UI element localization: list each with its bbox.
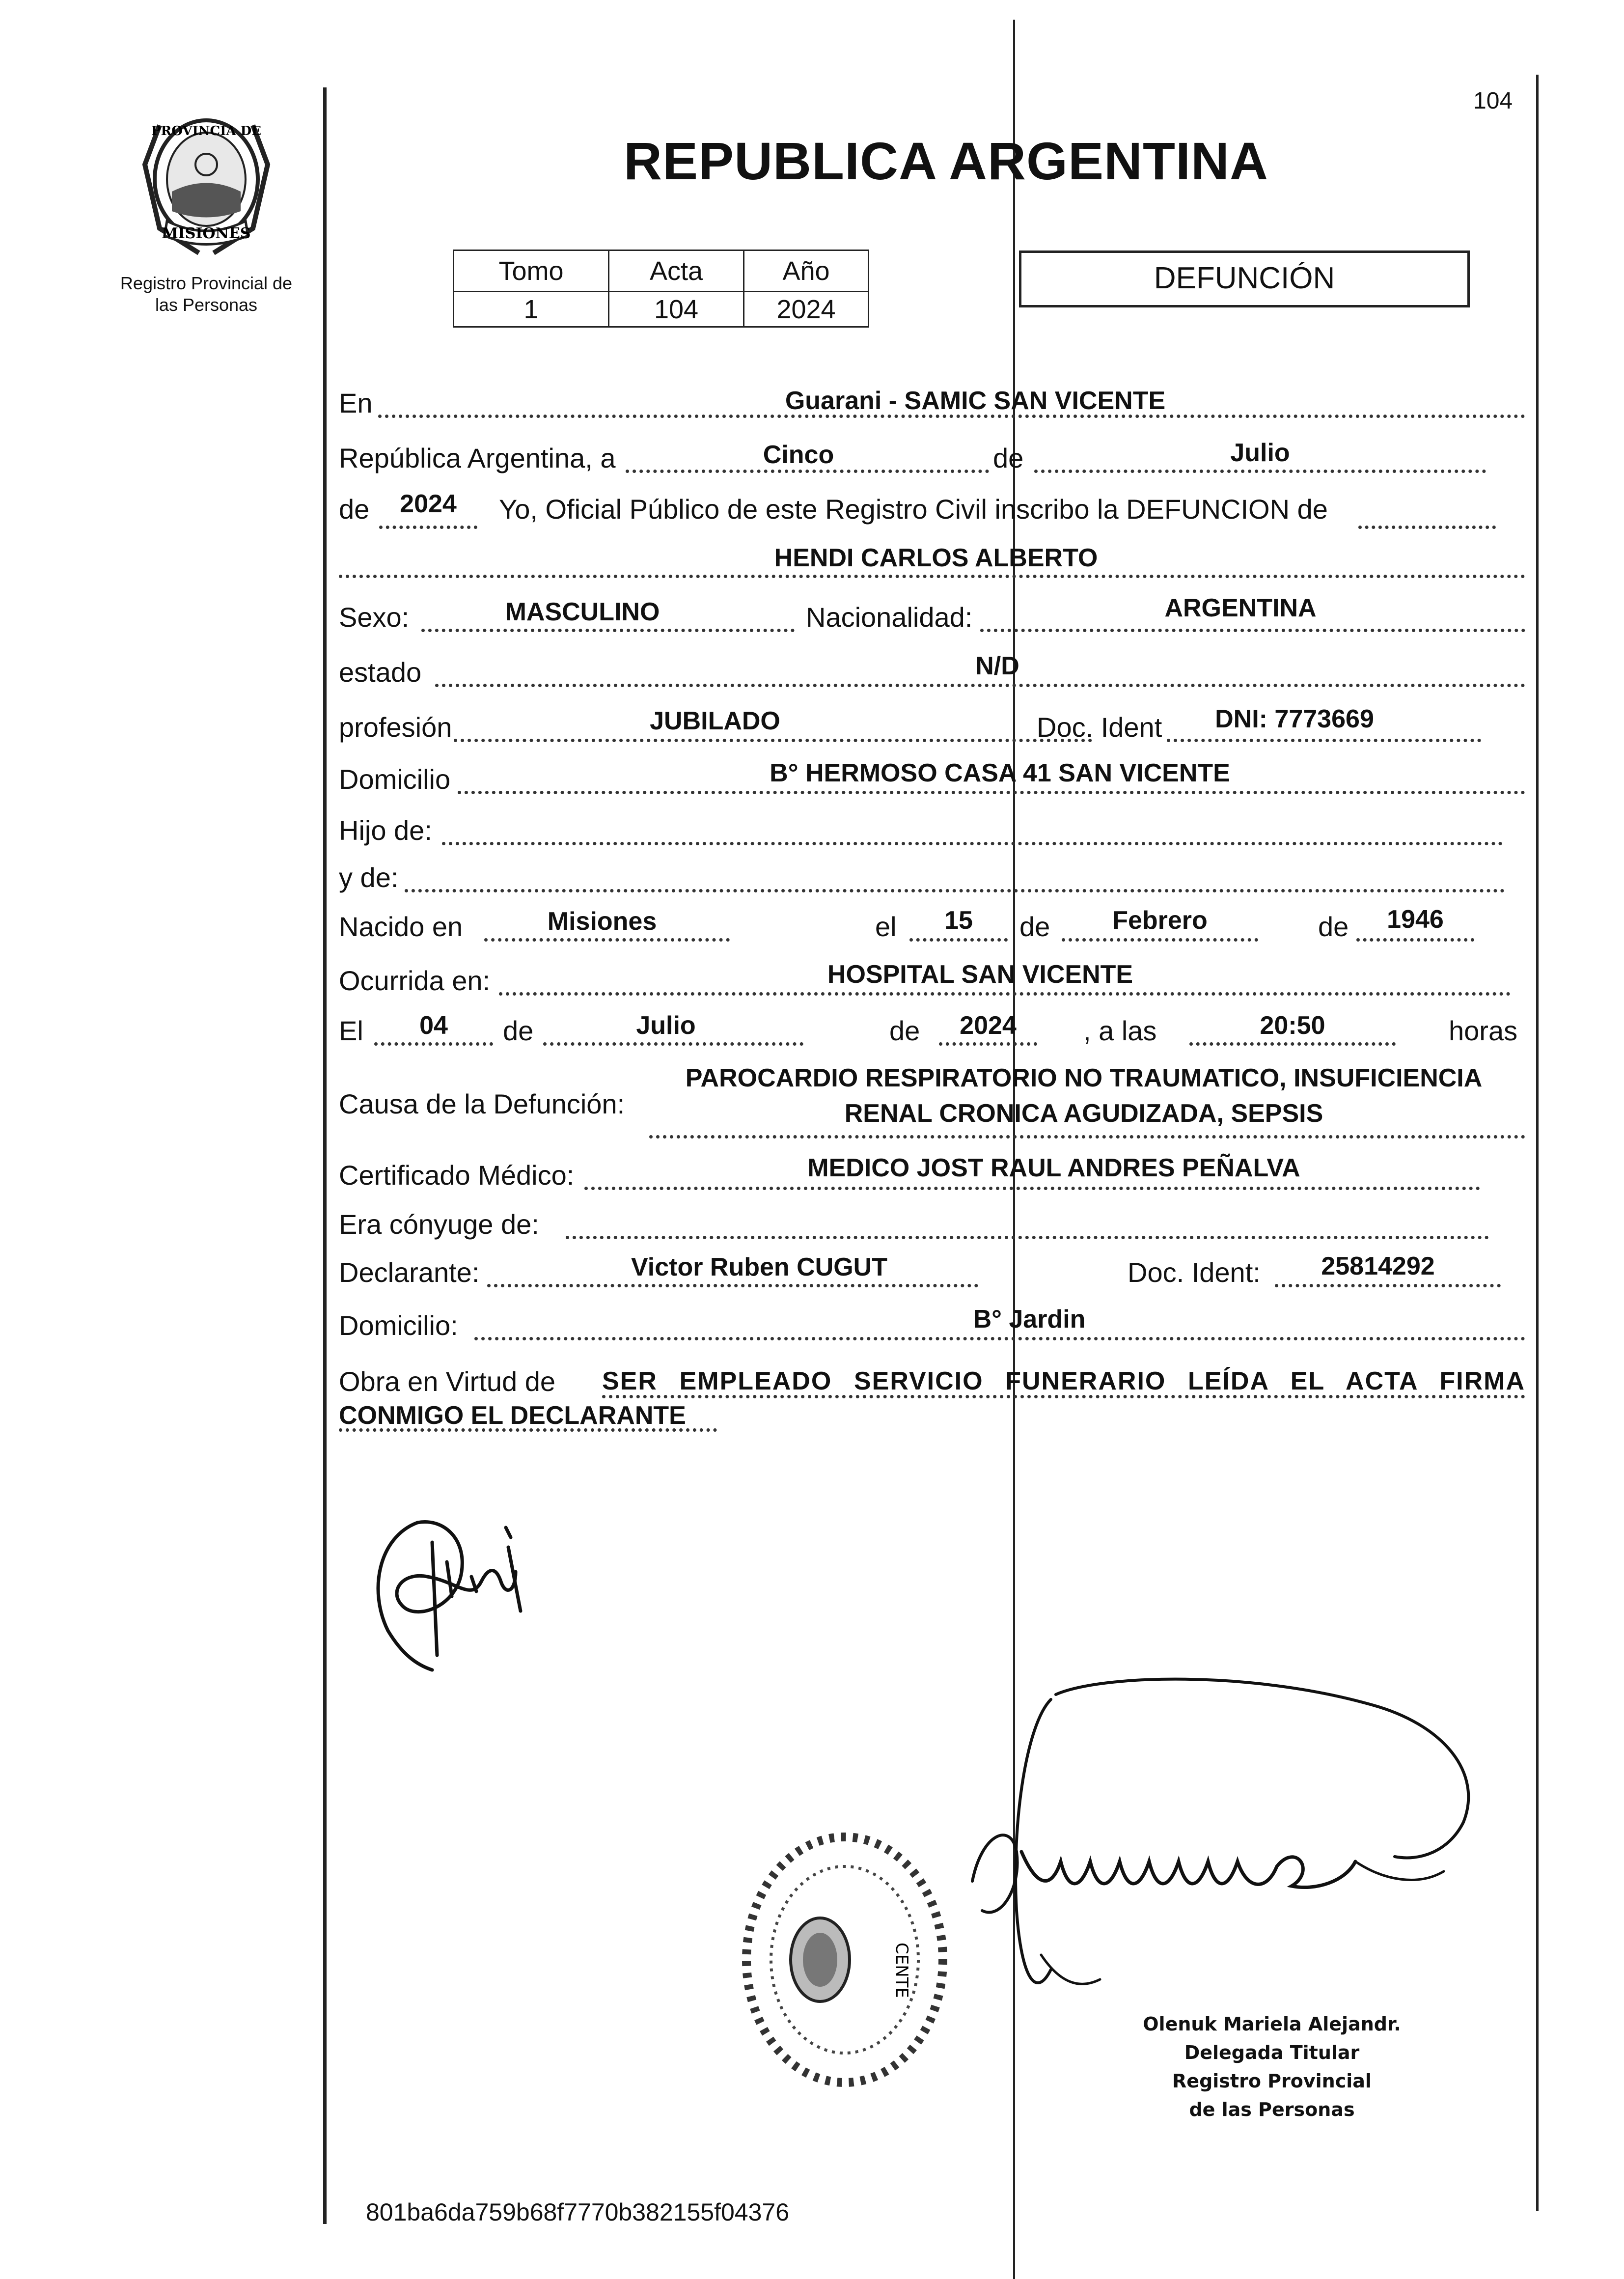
- anio-value: 2024: [744, 292, 869, 327]
- decl-dom-dotted-line: [474, 1337, 1525, 1340]
- tomo-value: 1: [454, 292, 609, 327]
- decl-doc-dotted-line: [1275, 1284, 1501, 1287]
- fall-mes-value: Julio: [636, 1011, 696, 1040]
- inscribo-dotted-line: [1358, 526, 1496, 529]
- official-signature: [953, 1675, 1483, 2019]
- emblem-caption-line1: Registro Provincial de: [120, 273, 293, 293]
- declarante-label: Declarante:: [339, 1257, 480, 1288]
- official-seal: [727, 1812, 963, 2107]
- tomo-header: Tomo: [454, 250, 609, 292]
- hijo-label: Hijo de:: [339, 815, 432, 846]
- el-label: el: [875, 911, 897, 942]
- decl-doc-value: 25814292: [1321, 1252, 1435, 1280]
- province-emblem: [125, 106, 287, 258]
- row-decl-domicilio: [337, 1305, 1525, 1343]
- declarante-value: Victor Ruben CUGUT: [631, 1253, 887, 1281]
- obra-dotted-line2: [339, 1428, 717, 1432]
- anio-inscripcion-value: 2024: [400, 490, 457, 518]
- official-stamp-line4: de las Personas: [1189, 2099, 1355, 2120]
- hijo-dotted-line: [442, 842, 1503, 845]
- nombre-dotted-line: [339, 575, 1525, 578]
- nac-mes-dotted-line: [1062, 938, 1258, 942]
- decl-dom-value: B° Jardin: [973, 1305, 1086, 1334]
- causa-dotted-line: [649, 1135, 1525, 1139]
- sexo-label: Sexo:: [339, 602, 410, 633]
- republica-label: República Argentina, a: [339, 443, 616, 473]
- profesion-value: JUBILADO: [650, 707, 780, 735]
- fall-de-label: de: [503, 1015, 534, 1046]
- causa-line1: PAROCARDIO RESPIRATORIO NO TRAUMATICO, INSUFICIENCIA: [685, 1064, 1483, 1092]
- anio-dotted-line: [379, 526, 477, 529]
- profesion-label: profesión: [339, 712, 452, 743]
- fall-mes-dotted-line: [543, 1042, 803, 1046]
- doc-value: DNI: 7773669: [1215, 705, 1374, 733]
- obra-dotted-line1: [602, 1395, 1525, 1398]
- yde-dotted-line: [405, 889, 1505, 892]
- obra-value-line2: CONMIGO EL DECLARANTE: [339, 1401, 686, 1430]
- official-stamp-line2: Delegada Titular: [1184, 2042, 1360, 2063]
- fall-anio-value: 2024: [960, 1011, 1017, 1040]
- page-title: REPUBLICA ARGENTINA: [624, 131, 1268, 191]
- causa-line2: RENAL CRONICA AGUDIZADA, SEPSIS: [844, 1099, 1323, 1128]
- fall-dia-value: 04: [419, 1011, 448, 1040]
- row-profesion: [337, 705, 1525, 745]
- row-domicilio: [337, 759, 1525, 797]
- act-reference-table: [453, 250, 869, 328]
- row-sexo: [337, 594, 1525, 635]
- causa-label: Causa de la Defunción:: [339, 1088, 625, 1119]
- doc-label: Doc. Ident: [1037, 712, 1162, 743]
- nac-mes-value: Febrero: [1112, 906, 1208, 935]
- row-inscripcion: [337, 492, 1525, 527]
- misiones-coat-of-arms-icon: [125, 106, 287, 258]
- emblem-caption-line2: las Personas: [155, 295, 258, 315]
- decl-dom-label: Domicilio:: [339, 1310, 458, 1341]
- nac-anio-dotted-line: [1356, 938, 1474, 942]
- en-value: Guarani - SAMIC SAN VICENTE: [785, 387, 1166, 415]
- obra-label: Obra en Virtud de: [339, 1366, 556, 1397]
- nac-anio-value: 1946: [1387, 905, 1444, 934]
- row-lugar: [337, 386, 1525, 420]
- sexo-value: MASCULINO: [505, 598, 660, 626]
- nacido-value: Misiones: [547, 907, 657, 936]
- nac-dia-dotted-line: [909, 938, 1008, 942]
- row-obra: [337, 1364, 1525, 1438]
- document-hash: 801ba6da759b68f7770b382155f04376: [366, 2198, 790, 2226]
- nac-dia-value: 15: [944, 906, 973, 935]
- acta-header: Acta: [609, 250, 744, 292]
- emblem-caption: [93, 273, 319, 316]
- official-stamp-line3: Registro Provincial: [1172, 2070, 1372, 2092]
- yde-label: y de:: [339, 862, 399, 893]
- row-ocurrida: [337, 960, 1525, 998]
- ocurrida-value: HOSPITAL SAN VICENTE: [827, 960, 1133, 989]
- certificado-value: MEDICO JOST RAUL ANDRES PEÑALVA: [807, 1154, 1300, 1182]
- official-name-stamp: [1125, 2010, 1419, 2124]
- estado-value: N/D: [975, 652, 1019, 680]
- row-estado: [337, 652, 1525, 690]
- emblem-band-text: MISIONES: [162, 225, 251, 242]
- row-declarante: [337, 1252, 1525, 1290]
- domicilio-dotted-line: [458, 791, 1525, 794]
- nacionalidad-value: ARGENTINA: [1164, 594, 1317, 622]
- ocurrida-dotted-line: [499, 992, 1511, 996]
- nacido-label: Nacido en: [339, 911, 463, 942]
- declarante-dotted-line: [487, 1284, 978, 1287]
- de2-label: de: [339, 494, 370, 525]
- official-stamp-line1: Olenuk Mariela Alejandr.: [1143, 2013, 1401, 2035]
- mes-dotted-line: [1034, 470, 1486, 473]
- decl-doc-label: Doc. Ident:: [1128, 1257, 1261, 1288]
- nacionalidad-dotted-line: [980, 629, 1525, 632]
- en-label: En: [339, 388, 373, 418]
- nac-de-label: de: [1019, 911, 1050, 942]
- inscribo-text: Yo, Oficial Público de este Registro Civil inscribo la DEFUNCION de: [499, 494, 1328, 525]
- fall-de2-label: de: [889, 1015, 920, 1046]
- row-nombre: [337, 544, 1525, 579]
- row-fecha: [337, 441, 1525, 475]
- act-kind-box: DEFUNCIÓN: [1019, 250, 1470, 307]
- anio-header: Año: [744, 250, 869, 292]
- emblem-arc-text: PROVINCIA DE: [151, 124, 261, 139]
- page-number: 104: [1473, 88, 1513, 114]
- row-conyuge: [337, 1207, 1525, 1242]
- row-nacimiento: [337, 905, 1525, 944]
- nacido-dotted-line: [484, 938, 730, 942]
- deceased-name: HENDI CARLOS ALBERTO: [774, 544, 1098, 572]
- conyuge-label: Era cónyuge de:: [339, 1209, 539, 1240]
- right-margin-line: [1536, 75, 1539, 2211]
- left-margin-line: [323, 87, 327, 2224]
- dia-value: Cinco: [763, 441, 834, 469]
- fall-anio-dotted-line: [939, 1042, 1037, 1046]
- ocurrida-label: Ocurrida en:: [339, 965, 491, 996]
- obra-value-line1: SER EMPLEADO SERVICIO FUNERARIO LEÍDA EL ACTA FIRMA: [602, 1367, 1525, 1395]
- certificado-dotted-line: [584, 1187, 1480, 1190]
- mes-value: Julio: [1230, 439, 1290, 467]
- dia-dotted-line: [626, 470, 989, 473]
- declarant-signature: [358, 1493, 535, 1699]
- estado-label: estado: [339, 657, 422, 688]
- row-causa: [337, 1063, 1525, 1147]
- profesion-dotted-line: [454, 739, 1092, 742]
- domicilio-value: B° HERMOSO CASA 41 SAN VICENTE: [770, 759, 1230, 787]
- fall-dia-dotted-line: [374, 1042, 493, 1046]
- el2-label: El: [339, 1015, 363, 1046]
- conyuge-dotted-line: [566, 1236, 1489, 1239]
- estado-dotted-line: [435, 684, 1525, 687]
- alas-label: , a las: [1083, 1015, 1157, 1046]
- row-fallecimiento: [337, 1011, 1525, 1048]
- seal-text: CENTE: [892, 1943, 911, 1998]
- row-hijo: [337, 813, 1525, 848]
- row-yde: [337, 861, 1525, 895]
- de-label: de: [993, 443, 1024, 473]
- domicilio-label: Domicilio: [339, 764, 451, 795]
- doc-dotted-line: [1167, 739, 1481, 742]
- horas-label: horas: [1449, 1015, 1518, 1046]
- certificado-label: Certificado Médico:: [339, 1160, 575, 1191]
- nacionalidad-label: Nacionalidad:: [806, 602, 973, 633]
- acta-value: 104: [609, 292, 744, 327]
- sexo-dotted-line: [421, 629, 795, 632]
- row-certificado: [337, 1154, 1525, 1193]
- nac-de2-label: de: [1318, 911, 1349, 942]
- hora-value: 20:50: [1260, 1011, 1325, 1040]
- hora-dotted-line: [1189, 1042, 1396, 1046]
